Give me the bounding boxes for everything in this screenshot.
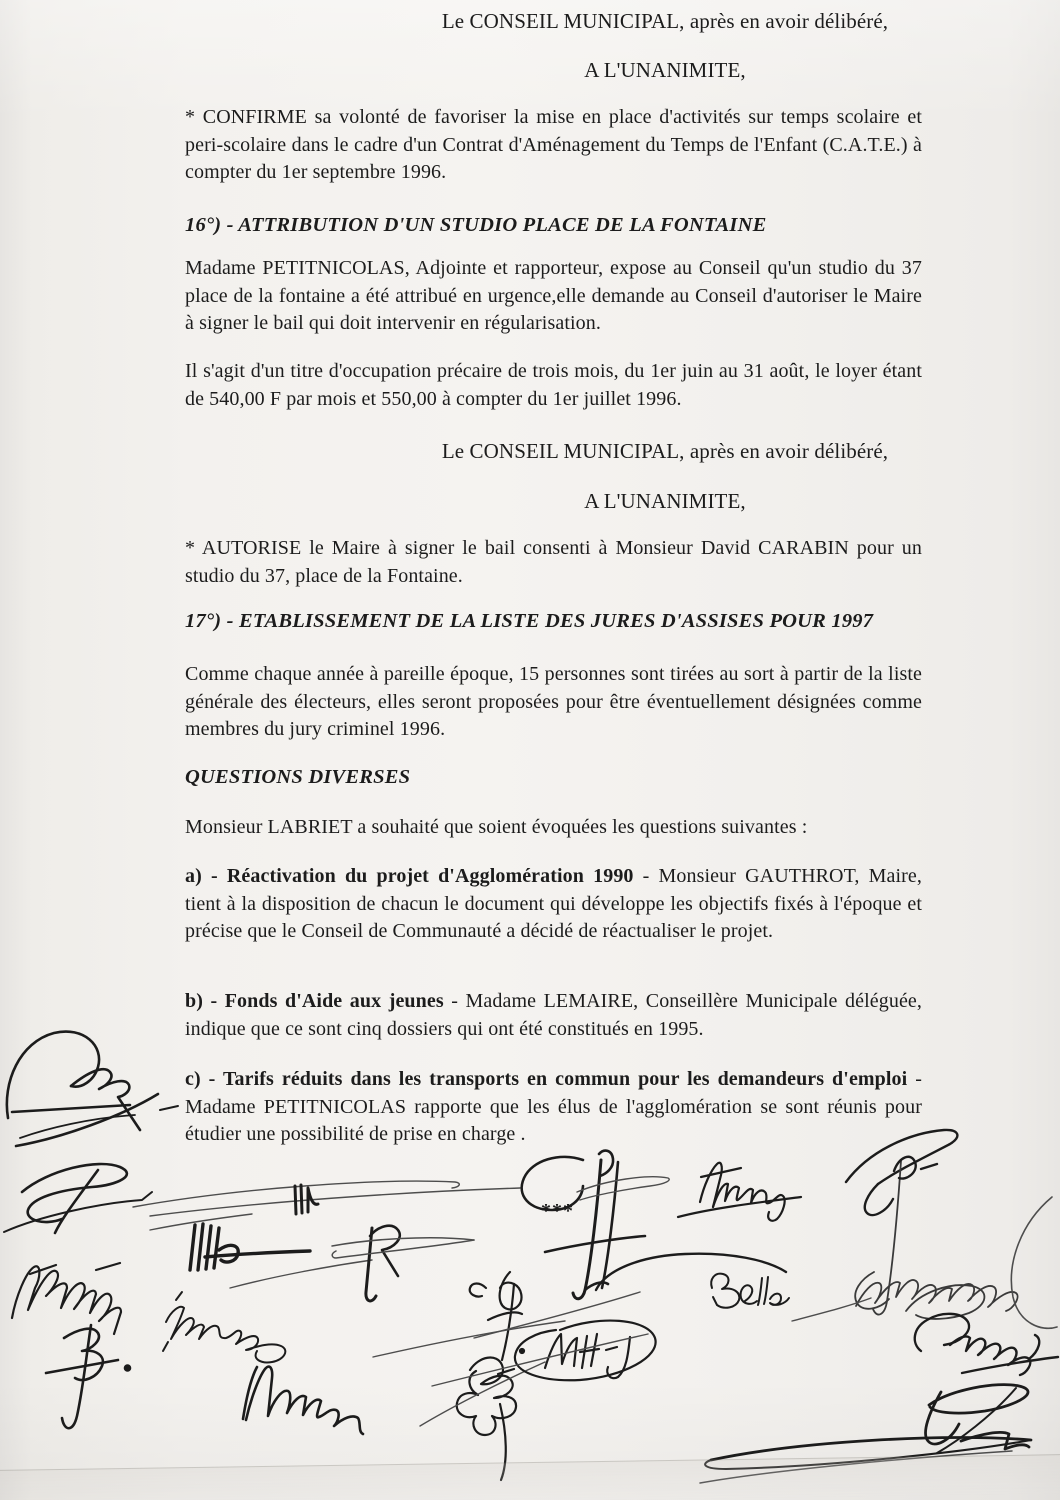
paragraph-bail: Il s'agit d'un titre d'occupation précaire de trois mois, du 1er juin au 31 août, le loyer étant de 540,00 F par mois et 550,00 à compter du 1er juillet 1996.: [185, 360, 922, 410]
signature-top-left-flourish: [7, 1032, 178, 1146]
heading-item-16: 16°) - ATTRIBUTION D'UN STUDIO PLACE DE LA FONTAINE: [185, 214, 767, 236]
signature-fiouyel: [678, 1163, 801, 1221]
unanimity-line-2: A L'UNANIMITE,: [584, 489, 746, 513]
signature-center-tall: [522, 1151, 669, 1299]
paragraph-studio: Madame PETITNICOLAS, Adjointe et rapporteur, expose au Conseil qu'un studio du 37 place de la fontaine a été attribué en urgence,elle demande au Conseil d'autoriser le Maire à signer le bail qui doit intervenir en régularisation.: [185, 257, 922, 334]
signature-right-tall: [846, 1130, 957, 1315]
signatures-area: [0, 1020, 1060, 1500]
deliberation-line-1: Le CONSEIL MUNICIPAL, après en avoir délibéré,: [441, 9, 889, 33]
signature-bello: [596, 1254, 789, 1308]
signature-d-monogram: [46, 1325, 130, 1428]
paragraph-item-a: a) - Réactivation du projet d'Agglomération 1990 - Monsieur GAUTHROT, Maire, tient à la disposition de chacun le document qui développe les objectifs fixés à l'époque et précise que le Conseil de Communauté a décidé de réactualiser le projet.: [185, 865, 922, 942]
heading-item-17: 17°) - ETABLISSEMENT DE LA LISTE DES JURES D'ASSISES POUR 1997: [185, 610, 874, 632]
paragraph-autorise: * AUTORISE le Maire à signer le bail consenti à Monsieur David CARABIN pour un studio du 37, place de la Fontaine.: [185, 537, 922, 587]
signature-pierre-script: [906, 1285, 1058, 1375]
paragraph-item-c: c) - Tarifs réduits dans les transports en commun pour les demandeurs d'emploi - Madame PETITNICOLAS rapporte que les élus de l'agglomération se sont réunis pour étudier une possibilité de prise en charge .: [185, 1068, 922, 1145]
heading-questions-diverses: QUESTIONS DIVERSES: [185, 766, 411, 788]
unanimity-line-1: A L'UNANIMITE,: [584, 58, 746, 82]
asterisk-mark: ***: [541, 1200, 574, 1222]
paragraph-labriet: Monsieur LABRIET a souhaité que soient évoquées les questions suivantes :: [185, 816, 808, 838]
paragraph-item-b: b) - Fonds d'Aide aux jeunes - Madame LEMAIRE, Conseillère Municipale déléguée, indique que ce sont cinq dossiers qui ont été constitués en 1995.: [185, 990, 922, 1040]
signature-mudbruy-script: [243, 1367, 363, 1434]
signature-kinzelue-script: [163, 1292, 285, 1362]
signature-mhj-oval: [432, 1321, 656, 1386]
signature-left-scroll: [4, 1164, 152, 1233]
signature-long-swoosh-ml: [133, 1181, 520, 1216]
signature-right-edge-curve: [1011, 1197, 1057, 1328]
signature-flower-loops: [373, 1321, 565, 1480]
paragraph-confirme: * CONFIRME sa volonté de favoriser la mise en place d'activités sur temps scolaire et peri-scolaire dans le cadre d'un Contrat d'Aménagement du Temps de l'Enfant (C.A.T.E.) à compter du 1er septembre 1996.: [185, 106, 922, 183]
signature-hubert-script: [12, 1263, 121, 1334]
signature-mel: [150, 1214, 372, 1288]
deliberation-line-2: Le CONSEIL MUNICIPAL, après en avoir délibéré,: [441, 439, 889, 463]
paragraph-jures: Comme chaque année à pareille époque, 15 personnes sont tirées au sort à partir de la liste générale des électeurs, elles seront proposées pour être éventuellement désignées comme membres du jury criminel 1996.: [185, 663, 922, 740]
